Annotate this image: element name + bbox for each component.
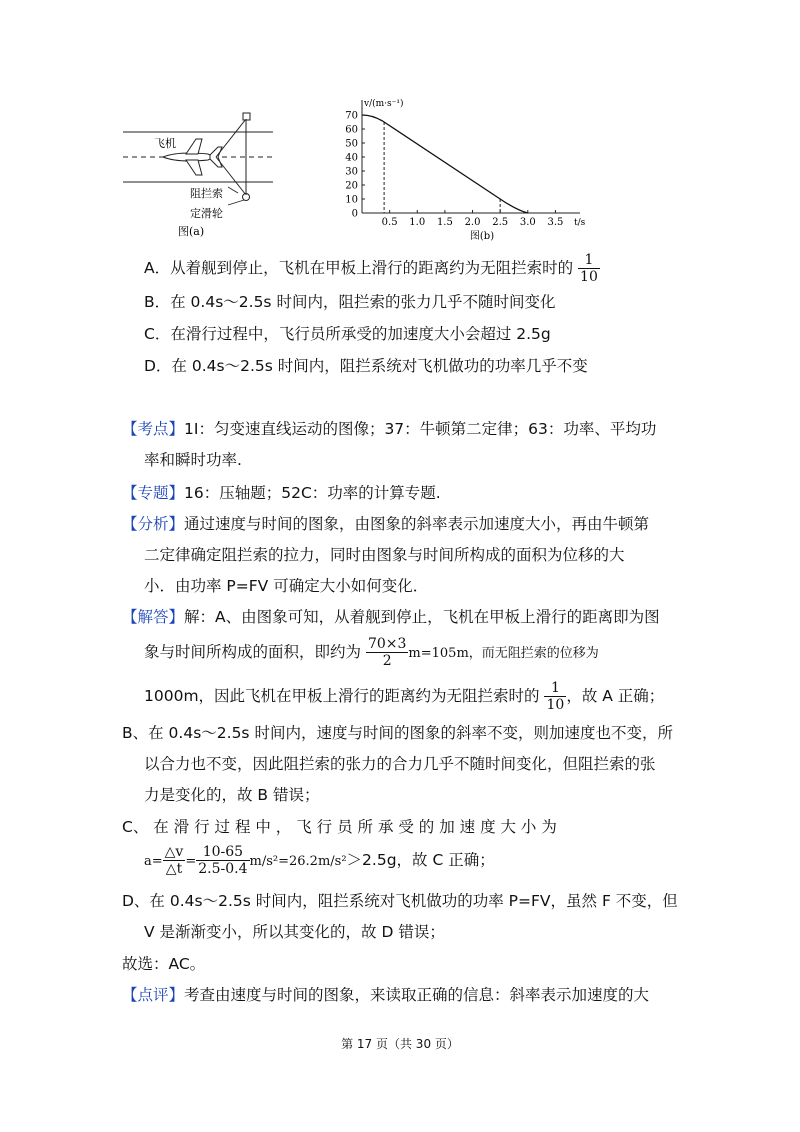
jieda-c-fraction-2 [196,844,249,877]
jieda-c-f1-numerator: △v [164,844,184,860]
y-axis-label: v/(m·s⁻¹) [364,99,404,109]
zhuanti-text: 16：压轴题；52C：功率的计算专题. [184,484,441,502]
jieda-c-f2-denominator: 2.5-0.4 [198,861,248,877]
jieda-c-a: a= [144,854,163,869]
y-tick-label: 20 [345,180,358,192]
fenxi-line-2: 二定律确定阻拦索的拉力，同时由图象与时间所构成的面积为位移的大 [144,546,625,564]
jieda-line-2-fraction [366,636,408,669]
jieda-c-f1-denominator: △t [165,861,183,877]
jieda-answer: 故选：AC。 [122,955,206,973]
fenxi-text-1: 通过速度与时间的图象，由图象的斜率表示加速度大小，再由牛顿第 [184,515,650,533]
page-footer: 第 17 页（共 30 页） [341,1037,459,1051]
jieda-text-1: 解：A、由图象可知，从着舰到停止，飞机在甲板上滑行的距离即为图 [184,608,660,626]
option-d: D．在 0.4s～2.5s 时间内，阻拦系统对飞机做功的功率几乎不变 [144,357,588,375]
cable-label: 阻拦索 [190,187,223,200]
x-tick-label: 1.5 [436,217,453,228]
jieda-line-3-pre: 1000m，因此飞机在甲板上滑行的距离约为无阻拦索时的 [144,687,540,705]
jieda-line-3-post: ，故 A 正确； [566,687,665,705]
figure-a [118,105,288,245]
jieda-line-3-numerator: 1 [544,680,566,697]
jieda-d-line-2: V 是渐渐变小，所以其变化的，故 D 错误； [144,923,445,941]
x-tick-label: 0.5 [381,217,398,228]
zhuanti-tag: 【专题】 [122,484,185,502]
kaodian-tag: 【考点】 [122,420,185,438]
option-a-fraction [578,252,600,285]
y-tick-label: 10 [345,194,358,206]
pulley-label: 定滑轮 [190,207,223,220]
dianping-text: 考查由速度与时间的图象，来读取正确的信息：斜率表示加速度的大 [184,986,650,1004]
option-b: B．在 0.4s～2.5s 时间内，阻拦索的张力几乎不随时间变化 [144,293,556,311]
x-tick-label: 3.5 [547,217,564,228]
x-tick-label: 1.0 [409,217,426,228]
jieda-b-line-1: B、在 0.4s～2.5s 时间内，速度与时间的图象的斜率不变，则加速度也不变，所 [122,724,673,742]
y-tick-label: 40 [345,152,358,164]
option-a-text: A．从着舰到停止，飞机在甲板上滑行的距离约为无阻拦索时的 [144,259,574,277]
figure-b-caption: 图(b) [469,231,495,242]
jieda-line-3 [144,680,664,713]
fenxi-tag: 【分析】 [122,515,185,533]
velocity-series-line [362,115,528,213]
jieda-c-post: ＞2.5g，故 C 正确； [346,851,495,869]
y-tick-label: 60 [345,124,358,136]
jieda-line-2-denominator: 2 [382,653,392,669]
kaodian-text-1: 1I：匀变速直线运动的图像；37：牛顿第二定律；63：功率、平均功 [184,420,657,438]
y-tick-label: 70 [345,110,358,122]
fenxi-line-3: 小．由功率 P=FV 可确定大小如何变化． [144,577,429,595]
x-tick-label: 2.0 [464,217,481,228]
x-axis-label: t/s [574,218,586,228]
jieda-line-2-numerator: 70×3 [367,636,407,652]
jieda-c-f2-numerator: 10-65 [196,844,249,861]
jieda-tag: 【解答】 [122,608,185,626]
jieda-c-mid: m/s²=26.2m/s² [249,854,347,869]
jieda-c-line-1: C、 在 滑 行 过 程 中 ， 飞 行 员 所 承 受 的 加 速 度 大 小 为 [122,818,557,836]
y-tick-label: 0 [351,208,358,220]
figure-a-caption: 图(a) [178,225,205,238]
jieda-c-line-2 [144,844,495,877]
dianping-tag: 【点评】 [122,986,185,1004]
jieda-b-line-2: 以合力也不变，因此阻拦索的张力的合力几乎不随时间变化，但阻拦索的张 [144,755,656,773]
jieda-line-3-denominator: 10 [546,697,565,713]
velocity-time-chart [332,98,592,243]
jieda-b-line-3: 力是变化的，故 B 错误； [144,786,320,804]
jieda-d-line-1: D、在 0.4s～2.5s 时间内，阻拦系统对飞机做功的功率 P=FV，虽然 F 不变，但 [122,892,678,910]
y-tick-label: 30 [345,166,358,178]
option-c: C．在滑行过程中，飞行员所承受的加速度大小会超过 2.5g [144,325,551,343]
option-a [144,252,600,285]
kaodian-line-2: 率和瞬时功率. [144,451,242,469]
option-a-denominator: 10 [580,269,598,285]
dianping-line [122,984,649,1006]
jieda-line-3-fraction [544,680,566,713]
plane-label: 飞机 [154,137,176,150]
option-a-numerator: 1 [578,252,600,269]
jieda-c-eq: = [185,854,197,869]
fenxi-line-1 [122,513,649,535]
x-tick-label: 2.5 [492,217,509,228]
jieda-line-2-pre: 象与时间所构成的面积，即约为 [144,643,362,661]
x-tick-label: 3.0 [519,217,536,228]
y-tick-label: 50 [345,138,358,150]
jieda-line-2 [144,636,599,669]
zhuanti-line [122,482,441,504]
jieda-line-1 [122,606,660,628]
jieda-c-fraction-1 [163,844,186,877]
kaodian-line-1 [122,418,656,440]
jieda-line-2-post: m=105m，而无阻拦索的位移为 [408,646,599,661]
